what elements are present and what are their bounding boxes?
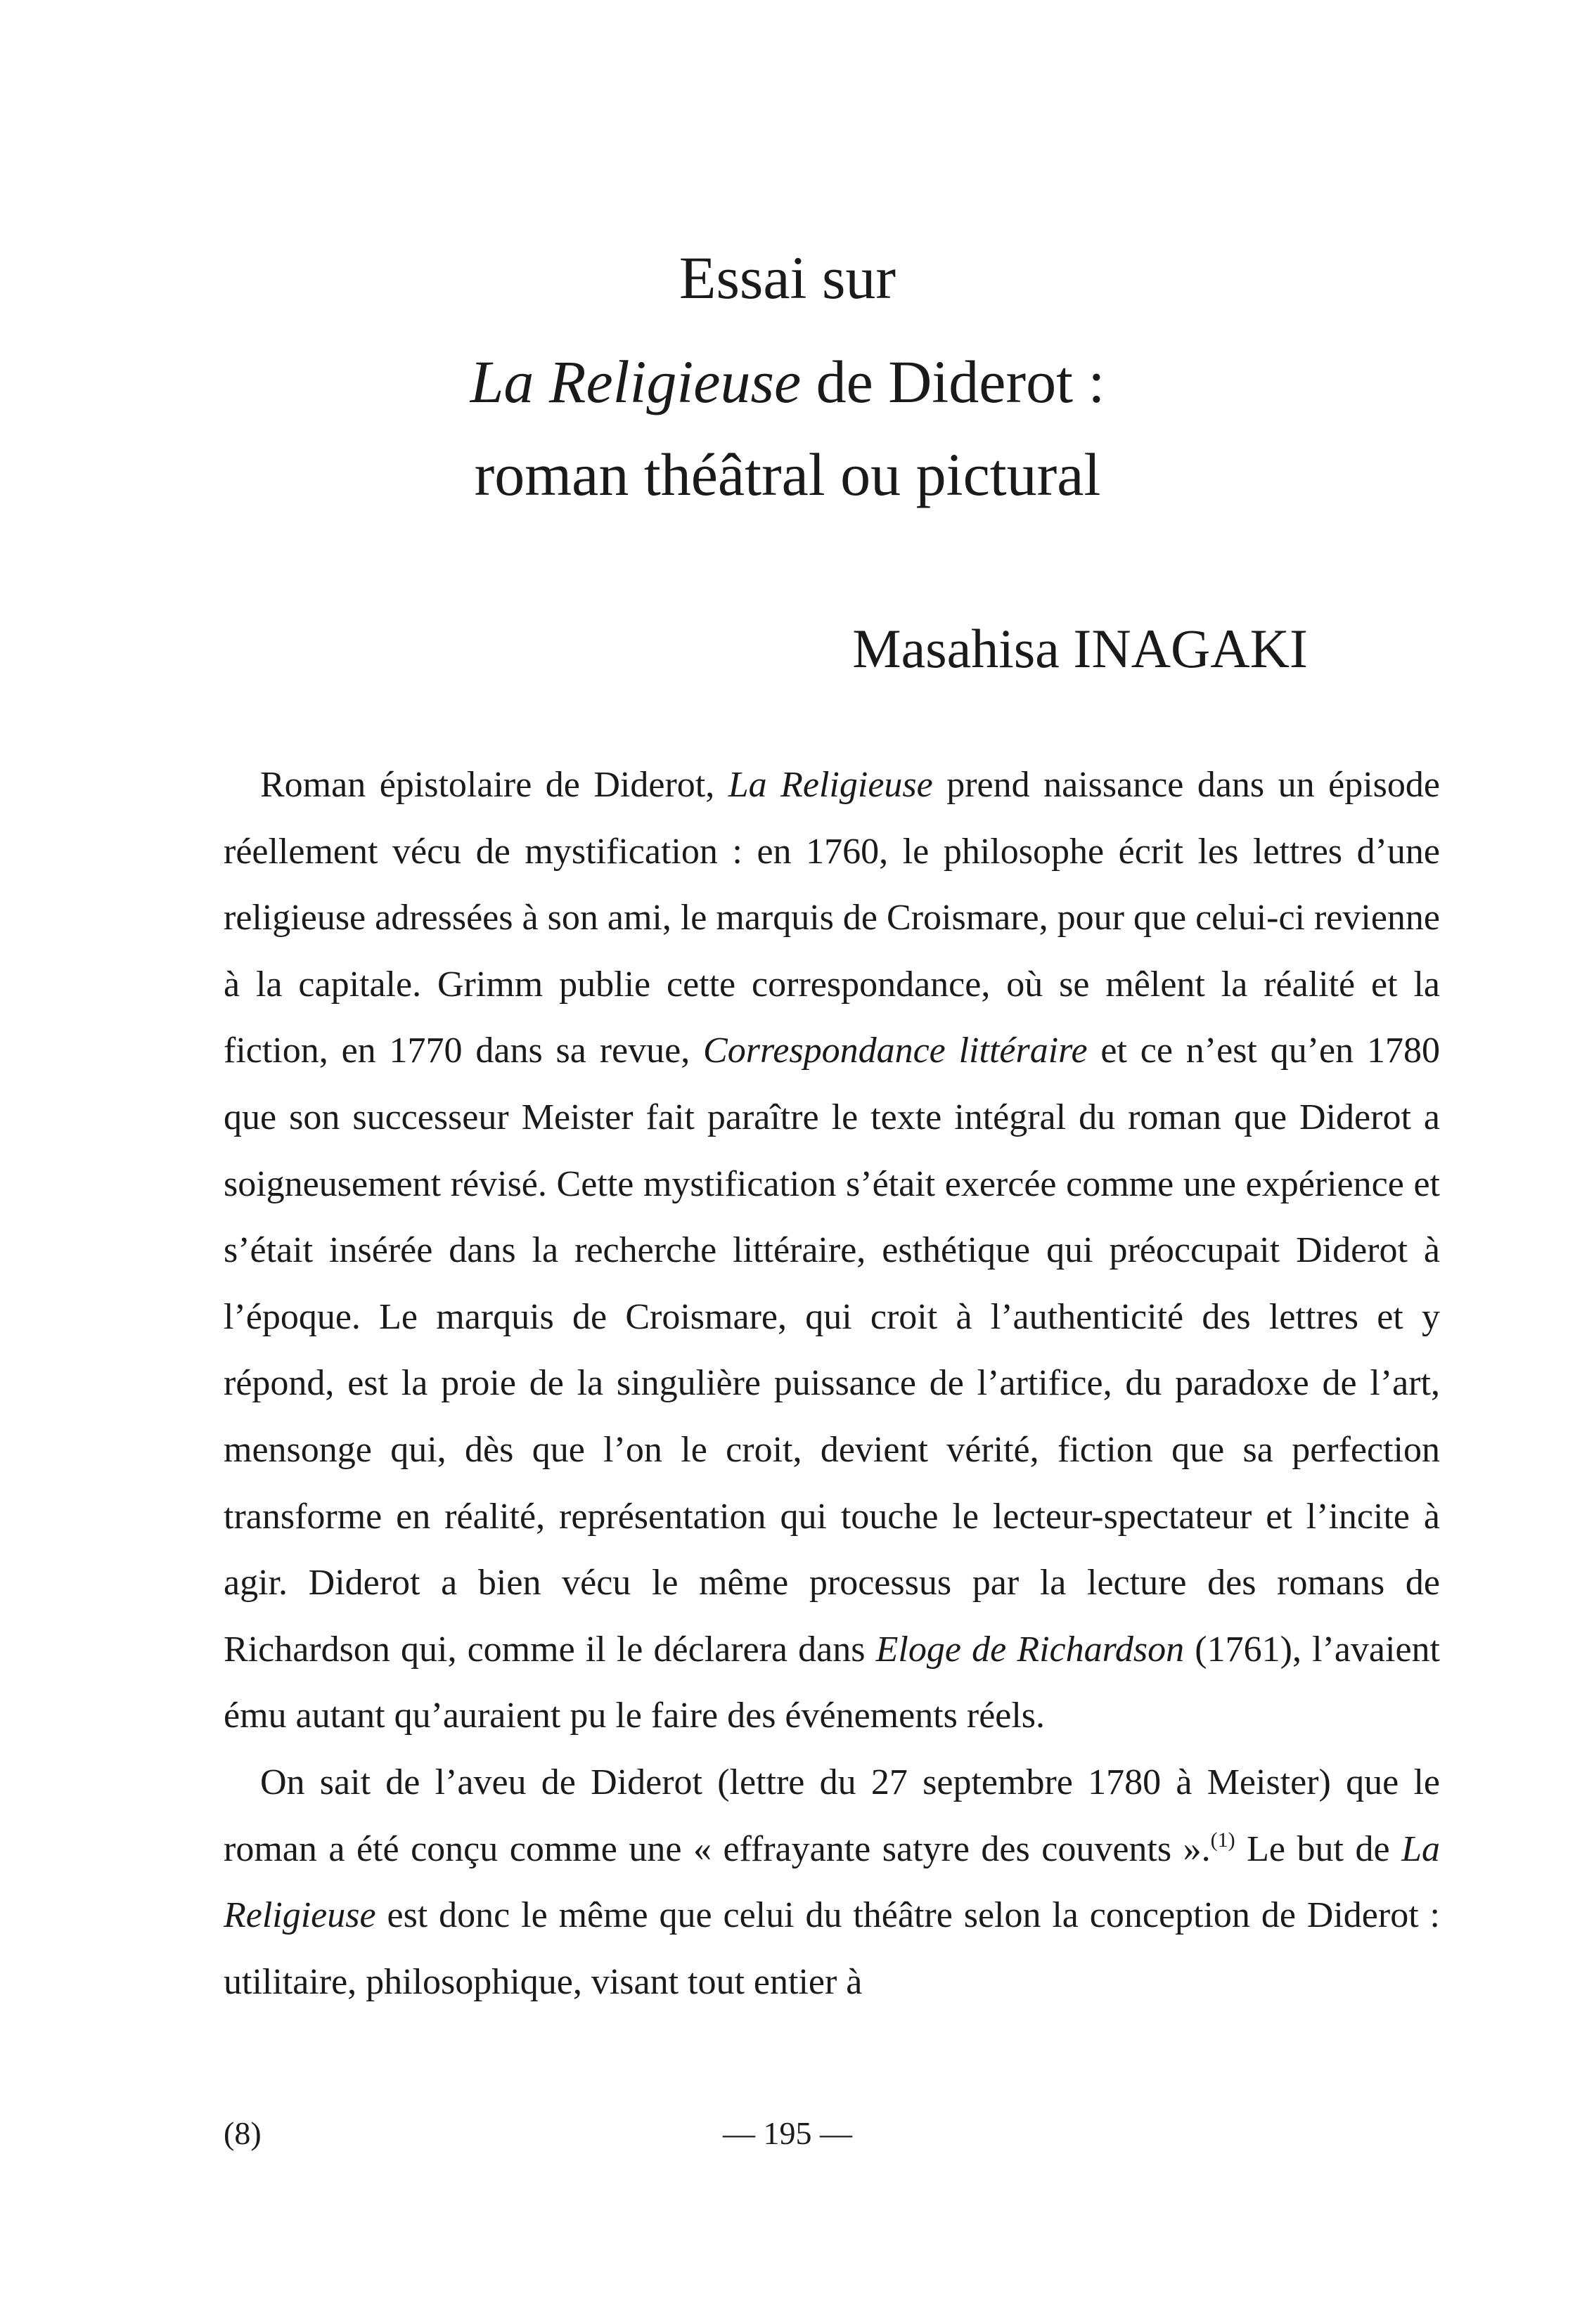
paragraph-1-italic-3: Eloge de Richardson [875, 1629, 1185, 1670]
title-line-2 [0, 348, 1575, 415]
section-marker: (8) [224, 2115, 262, 2151]
paragraph-1 [224, 752, 1440, 1750]
article-body [224, 752, 1440, 2015]
paragraph-2 [224, 1750, 1440, 2015]
paragraph-1-text-1: Roman épistolaire de Diderot, [260, 765, 728, 805]
paragraph-1-text-2: prend naissance dans un épisode réellement vécu de mystification : en 1760, le philosophe écrit les lettres d’une religieuse adressées à son ami, le marquis de Croismare, pour que celui-ci revienne à la capitale. Grimm publie cette correspondance, où se mêlent la réalité et la fiction, en 1770 dans sa revue, [224, 765, 1440, 1071]
page-number: — 195 — [723, 2115, 852, 2151]
paragraph-1-text-3: et ce n’est qu’en 1780 que son successeur Meister fait paraître le texte intégral du roman que Diderot a soigneusement révisé. Cette mystification s’était exercée comme une expérience et s’était insérée dans la recherche littéraire, esthétique qui préoccupait Diderot à l’époque. Le marquis de Croismare, qui croit à l’authenticité des lettres et y répond, est la proie de la singulière puissance de l’artifice, du paradoxe de l’art, mensonge qui, dès que l’on le croit, devient vérité, fiction que sa perfection transforme en réalité, représentation qui touche le lecteur-spectateur et l’incite à agir. Diderot a bien vécu le même processus par la lecture des romans de Richardson qui, comme il le déclarera dans [224, 1031, 1440, 1670]
title-italic-work: La Religieuse [470, 348, 802, 415]
footnote-ref-1[interactable]: (1) [1210, 1828, 1235, 1852]
paragraph-1-italic-1: La Religieuse [728, 765, 933, 805]
author-name: Masahisa INAGAKI [852, 618, 1308, 679]
paragraph-1-text-4: (1761), l’avaient ému autant qu’auraient pu le faire des événements réels. [224, 1629, 1440, 1736]
title-line-1: Essai sur [679, 244, 896, 311]
paragraph-2-text-2: Le but de [1235, 1828, 1402, 1869]
paragraph-2-italic-1: La Religieuse [224, 1828, 1440, 1936]
paragraph-1-italic-2: Correspondance littéraire [703, 1031, 1088, 1071]
title-line-3: roman théâtral ou pictural [474, 441, 1101, 508]
paragraph-2-text-1: On sait de l’aveu de Diderot (lettre du 27 septembre 1780 à Meister) que le roman a été conçu comme une « effrayante satyre des couvents ». [224, 1762, 1440, 1869]
paragraph-2-text-3: est donc le même que celui du théâtre selon la conception de Diderot : utilitaire, philosophique, visant tout entier à [224, 1895, 1440, 2002]
title-line-2-rest: de Diderot : [801, 348, 1105, 415]
